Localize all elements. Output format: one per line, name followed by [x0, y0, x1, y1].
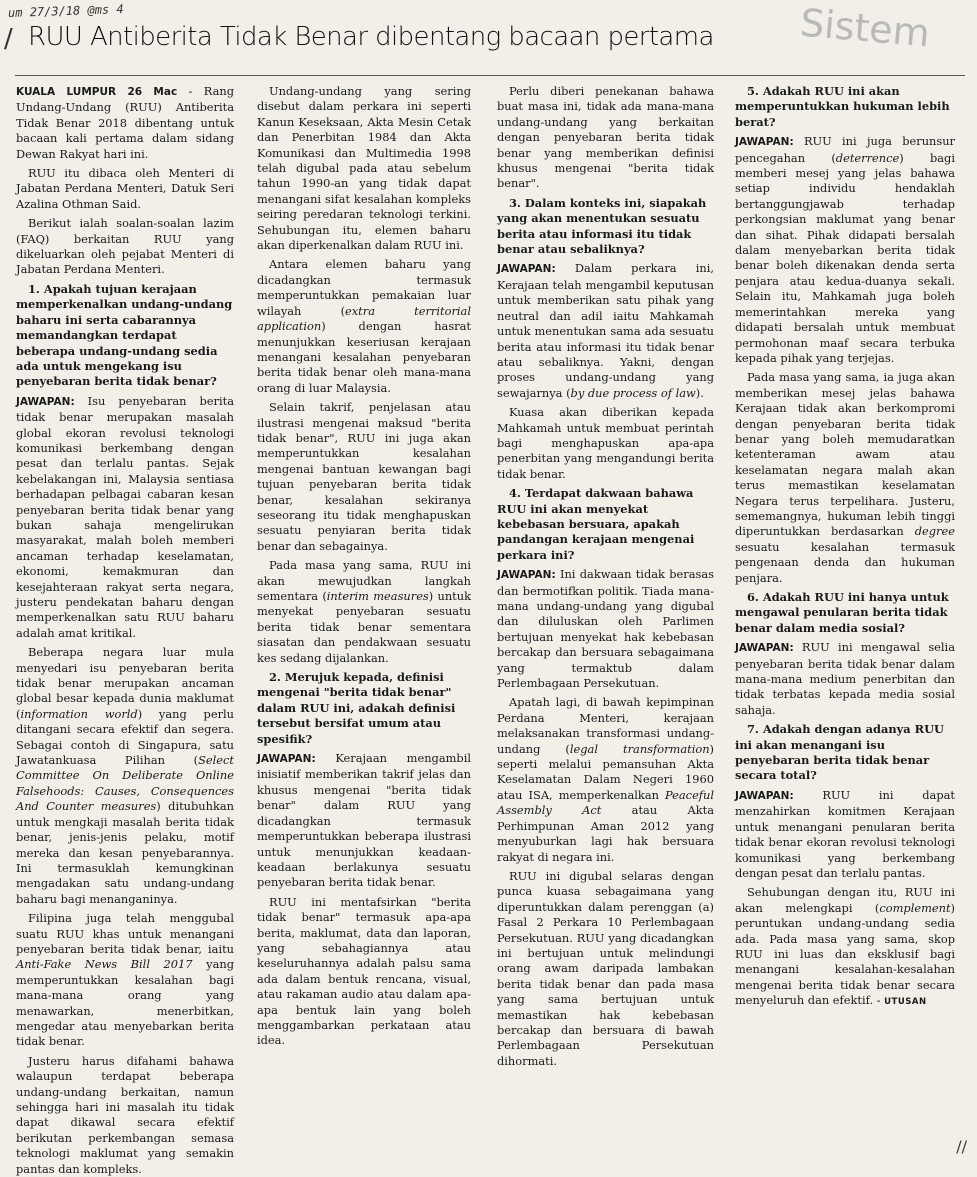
answer-label: JAWAPAN:: [735, 642, 794, 655]
article-column-2: [257, 84, 471, 1152]
answer-label: JAWAPAN:: [16, 395, 75, 408]
answer-label: JAWAPAN:: [497, 569, 556, 582]
article-column-4: [735, 84, 955, 1152]
paragraph: Justeru harus difahami bahawa walaupun terdapat beberapa undang-undang berkaitan, namun sehingga hari ini masalah itu tidak dapat dikawal secara efektif berikutan perkembangan semasa teknologi maklumat yang semakin pantas dan kompleks.: [16, 1053, 234, 1176]
answer-paragraph: JAWAPAN: Isu penyebaran berita tidak benar merupakan masalah global ekoran revolusi teknologi komunikasi berkembang dengan pesat dan terlalu pantas. Sejak kebelakangan ini, Malaysia sentiasa berhadapan pelbagai cabaran kesan penyebaran berita tidak benar yang bukan sahaja mengelirukan masyarakat, malah boleh memberi ancaman terhadap keselamatan, ekonomi, kemakmuran dan kesejahteraan rakyat serta negara, justeru pendekatan baharu dengan memperkenalkan satu RUU baharu adalah amat kritikal.: [16, 393, 234, 640]
paragraph: Sehubungan dengan itu, RUU ini akan melengkapi (complement) peruntukan undang-undang sedia ada. Pada masa yang sama, skop RUU ini luas dan eksklusif bagi menangani kesalahan-kesalahan mengenai berita tidak benar secara menyeluruh dan efektif. - UTUSAN: [735, 885, 955, 1008]
paragraph: Undang-undang yang sering disebut dalam perkara ini seperti Kanun Keseksaan, Akta Mesin Cetak dan Penerbitan 1984 dan Akta Komunikasi dan Multimedia 1998 telah digubal pada atau sebelum tahun 1990-an yang tidak dapat menangani sifat kesalahan kompleks seiring peredaran teknologi terkini. Sehubungan itu, elemen baharu akan diperkenalkan dalam RUU ini.: [257, 84, 471, 253]
adjacent-article-bleed: Sistem: [798, 0, 932, 56]
question-3: 3. Dalam konteks ini, siapakah yang akan menentukan sesuatu berita atau informasi itu tidak benar atau sebaliknya?: [497, 195, 707, 257]
answer-paragraph: JAWAPAN: RUU ini mengawal selia penyebaran berita tidak benar dalam mana-mana medium penerbitan dan tidak terbatas kepada media sosial sahaja.: [735, 640, 955, 717]
question-2: 2. Merujuk kepada, definisi mengenai "berita tidak benar" dalam RUU ini, adakah definisi tersebut bersifat umum atau spesifik?: [257, 670, 456, 746]
dateline: KUALA LUMPUR 26 Mac: [16, 86, 178, 98]
question-7: 7. Adakah dengan adanya RUU ini akan menangani isu penyebaran berita tidak benar secara total?: [735, 722, 944, 783]
answer-label: JAWAPAN:: [735, 136, 794, 149]
question-1: 1. Apakah tujuan kerajaan memperkenalkan undang-undang baharu ini serta cabarannya memandangkan terdapat beberapa undang-undang sedia ada untuk mengekang isu penyebaran berita tidak benar?: [16, 281, 233, 389]
paragraph: Kuasa akan diberikan kepada Mahkamah untuk membuat perintah bagi menghapuskan apa-apa penerbitan yang mengandungi berita tidak benar.: [497, 405, 714, 481]
answer-paragraph: JAWAPAN: RUU ini dapat menzahirkan komitmen Kerajaan untuk menangani penularan berita tidak benar ekoran revolusi teknologi komunikasi yang berkembang dengan pesat dan terlalu pantas.: [735, 787, 955, 880]
paragraph: Pada masa yang sama, RUU ini akan mewujudkan langkah sementara (interim measures) untuk menyekat penyebaran sesuatu berita tidak benar sementara siasatan dan pendakwaan sesuatu kes sedang dijalankan.: [257, 558, 471, 665]
answer-label: JAWAPAN:: [497, 263, 556, 276]
answer-paragraph: JAWAPAN: Dalam perkara ini, Kerajaan telah mengambil keputusan untuk memberikan satu pihak yang neutral dan adil iaitu Mahkamah untuk menentukan sama ada sesuatu berita atau informasi itu tidak benar atau sebaliknya. Yakni, dengan proses undang-undang yang sewajarnya (by due process of law).: [497, 261, 714, 400]
clip-mark: /: [4, 24, 13, 54]
clip-mark-end: //: [956, 1137, 967, 1156]
question-4: 4. Terdapat dakwaan bahawa RUU ini akan menyekat kebebasan bersuara, apakah pandangan kerajaan mengenai perkara ini?: [497, 486, 695, 562]
source-credit: UTUSAN: [884, 997, 927, 1008]
paragraph: Selain takrif, penjelasan atau ilustrasi mengenai maksud "berita tidak benar", RUU ini juga akan memperuntukkan kesalahan mengenai bantuan kewangan bagi tujuan penyebaran berita tidak benar, kesalahan sekiranya seseorang itu tidak menghapuskan sesuatu penyiaran berita tidak benar dan sebagainya.: [257, 400, 471, 553]
lead-paragraph: KUALA LUMPUR 26 Mac - Rang Undang-Undang (RUU) Antiberita Tidak Benar 2018 dibentang untuk bacaan kali pertama dalam sidang Dewan Rakyat hari ini.: [16, 84, 234, 161]
paragraph: Antara elemen baharu yang dicadangkan termasuk memperuntukkan pemakaian luar wilayah (extra territorial application) dengan hasrat menunjukkan keseriusan kerajaan menangani kesalahan penyebaran berita tidak benar oleh mana-mana orang di luar Malaysia.: [257, 257, 471, 395]
paragraph: Berikut ialah soalan-soalan lazim (FAQ) berkaitan RUU yang dikeluarkan oleh pejabat Menteri di Jabatan Perdana Menteri.: [16, 216, 234, 277]
answer-paragraph: JAWAPAN: Ini dakwaan tidak berasas dan bermotifkan politik. Tiada mana-mana undang-undang yang digubal dan diluluskan oleh Parlimen bertujuan menyekat hak kebebasan bercakap dan bersuara sebagaimana yang termaktub dalam Perlembagaan Persekutuan.: [497, 567, 714, 691]
paragraph: Pada masa yang sama, ia juga akan memberikan mesej jelas bahawa Kerajaan tidak akan berkompromi dengan penyebaran berita tidak benar yang boleh memudaratkan ketenteraman awam atau keselamatan negara malah akan terus memastikan keselamatan Negara terus terpelihara. Justeru, sememangnya, hukuman lebih tinggi diperuntukkan berdasarkan degree sesuatu kesalahan termasuk pengenaan denda dan hukuman penjara.: [735, 370, 955, 585]
answer-paragraph: JAWAPAN: RUU ini juga berunsur pencegahan (deterrence) bagi memberi mesej yang jelas bahawa setiap individu hendaklah bertanggungjawab terhadap perkongsian maklumat yang benar dan sihat. Pihak didapati bersalah dalam menyebarkan berita tidak benar boleh dikenakan denda serta penjara atau kedua-duanya sekali. Selain itu, Mahkamah juga boleh memerintahkan mereka yang didapati bersalah untuk membuat permohonan maaf secara terbuka kepada pihak yang terjejas.: [735, 134, 955, 365]
article-column-3: [497, 84, 714, 1152]
headline: RUU Antiberita Tidak Benar dibentang bacaan pertama: [28, 22, 714, 52]
paragraph: RUU ini mentafsirkan "berita tidak benar" termasuk apa-apa berita, maklumat, data dan laporan, yang sebahagiannya atau keseluruhannya adalah palsu sama ada dalam bentuk rencana, visual, atau rakaman audio atau dalam apa-apa bentuk lain yang boleh menggambarkan perkataan atau idea.: [257, 894, 471, 1048]
paragraph: Apatah lagi, di bawah kepimpinan Perdana Menteri, kerajaan melaksanakan transformasi undang-undang (legal transformation) seperti melalui pemansuhan Akta Keselamatan Dalam Negeri 1960 atau ISA, memperkenalkan Peaceful Assembly Act atau Akta Perhimpunan Aman 2012 yang menyuburkan lagi hak bersuara rakyat di negara ini.: [497, 695, 714, 864]
handwritten-note: um 27/3/18 @ms 4: [7, 1, 124, 21]
answer-label: JAWAPAN:: [257, 753, 316, 766]
answer-paragraph: JAWAPAN: Kerajaan mengambil inisiatif memberikan takrif jelas dan khusus mengenai "berita tidak benar" dalam RUU yang dicadangkan termasuk memperuntukkan beberapa ilustrasi untuk menunjukkan keadaan-keadaan berlakunya sesuatu penyebaran berita tidak benar.: [257, 751, 471, 890]
article-column-1: [16, 84, 234, 1176]
question-5: 5. Adakah RUU ini akan memperuntukkan hukuman lebih berat?: [735, 84, 950, 129]
headline-rule: [15, 75, 965, 76]
paragraph: RUU itu dibaca oleh Menteri di Jabatan Perdana Menteri, Datuk Seri Azalina Othman Said.: [16, 166, 234, 211]
paragraph: Filipina juga telah menggubal suatu RUU khas untuk menangani penyebaran berita tidak benar, iaitu Anti-Fake News Bill 2017 yang memperuntukkan kesalahan bagi mana-mana orang yang menawarkan, menerbitkan, mengedar atau menyebarkan berita tidak benar.: [16, 911, 234, 1049]
paragraph: RUU ini digubal selaras dengan punca kuasa sebagaimana yang diperuntukkan dalam perenggan (a) Fasal 2 Perkara 10 Perlembagaan Persekutuan. RUU yang dicadangkan ini bertujuan untuk melindungi orang awam daripada lambakan berita tidak benar dan pada masa yang sama bertujuan untuk memastikan hak kebebasan bercakap dan bersuara di bawah Perlembagaan Persekutuan dihormati.: [497, 868, 714, 1068]
paragraph: Perlu diberi penekanan bahawa buat masa ini, tidak ada mana-mana undang-undang yang berkaitan dengan penyebaran berita tidak benar yang memberikan definisi khusus mengenai "berita tidak benar".: [497, 84, 714, 191]
answer-label: JAWAPAN:: [735, 789, 794, 802]
paragraph: Beberapa negara luar mula menyedari isu penyebaran berita tidak benar merupakan ancaman global besar kepada dunia maklumat (information world) yang perlu ditangani secara efektif dan segera. Sebagai contoh di Singapura, satu Jawatankuasa Pilihan (Select Committee On Deliberate Online Falsehoods: Causes, Consequences And Counter measures) ditubuhkan untuk mengkaji masalah berita tidak benar, jenis-jenis pelaku, motif mereka dan kesan penyebarannya. Ini termasuklah kemungkinan mengadakan satu undang-undang baharu bagi menanganinya.: [16, 645, 234, 906]
question-6: 6. Adakah RUU ini hanya untuk mengawal penularan berita tidak benar dalam media sosial?: [735, 590, 949, 635]
